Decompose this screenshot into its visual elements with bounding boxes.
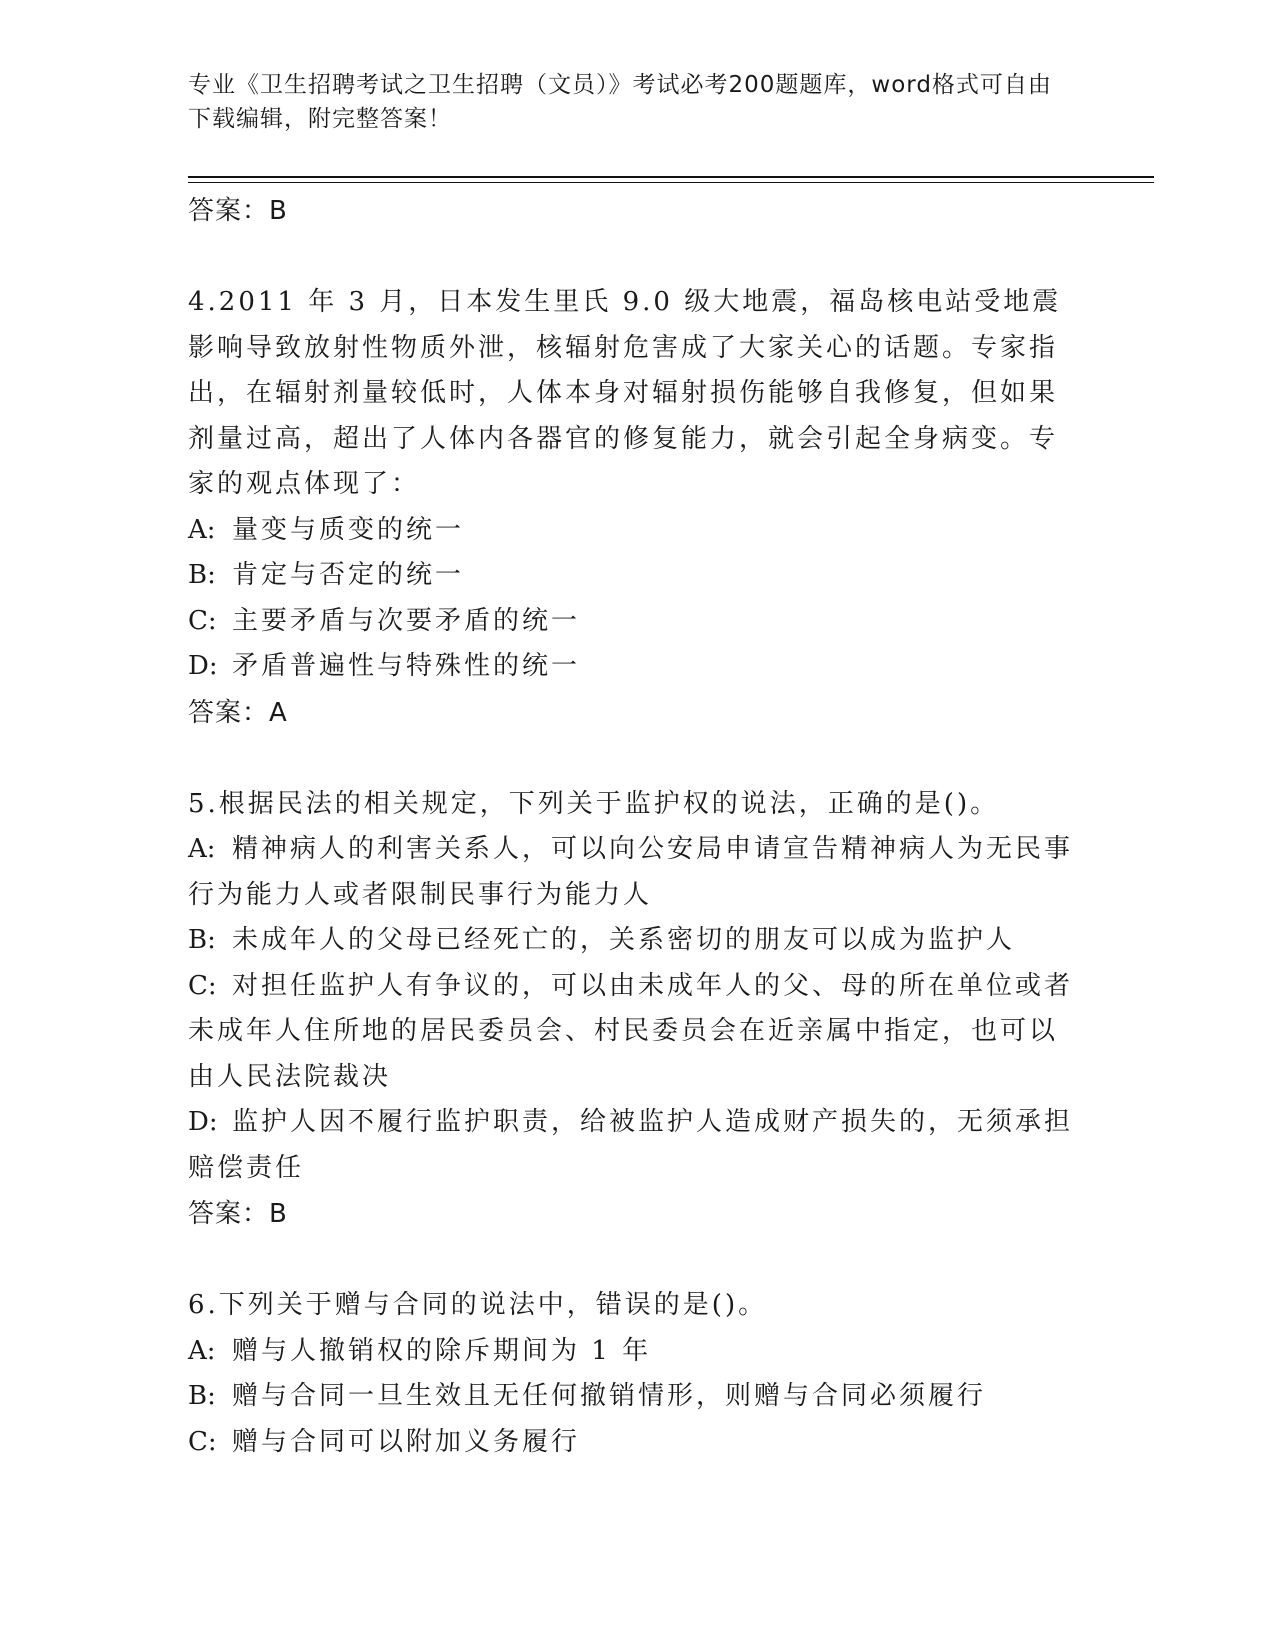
header-rule-thin [188,182,1154,183]
option-text: 量变与质变的统一 [232,514,465,545]
answer-line: 答案：B [188,196,288,226]
question-stem: 4.2011 年 3 月，日本发生里氏 9.0 级大地震，福岛核电站受地震影响导致放射性物质外泄，核辐射危害成了大家关心的话题。专家指出，在辐射剂量较低时，人体本身对辐射损伤能够自我修复，但如果剂量过高，超出了人体内各器官的修复能力，就会引起全身病变。专家的观点体现了： [188,287,1062,499]
option-key: A: [188,1335,216,1366]
option-a [188,508,1078,554]
option-key: B: [188,925,216,955]
option-key: D: [188,651,218,681]
spacer [188,736,1078,782]
option-b [188,553,1078,599]
option-text: 赠与合同一旦生效且无任何撤销情形，则赠与合同必须履行 [232,1381,987,1411]
option-text: 赠与人撤销权的除斥期间为 1 年 [232,1335,652,1366]
option-text: 肯定与否定的统一 [232,560,465,590]
option-text: 对担任监护人有争议的，可以由未成年人的父、母的所在单位或者未成年人住所地的居民委员会、村民委员会在近亲属中指定，也可以由人民法院裁决 [188,970,1074,1092]
option-text: 监护人因不履行监护职责，给被监护人造成财产损失的，无须承担赔偿责任 [188,1107,1074,1183]
option-text: 主要矛盾与次要矛盾的统一 [232,605,581,636]
option-key: B: [188,1381,216,1411]
option-key: C: [188,970,217,1001]
option-key: C: [188,1426,217,1457]
header-rule-thick [188,176,1154,178]
option-c [188,964,1078,1101]
spacer [188,1237,1078,1283]
option-b [188,1374,1078,1420]
option-c [188,1420,1078,1466]
option-text: 精神病人的利害关系人，可以向公安局申请宣告精神病人为无民事行为能力人或者限制民事行为能力人 [188,834,1074,910]
spacer [188,234,1078,280]
option-d [188,1100,1078,1191]
answer-line: 答案：B [188,1199,288,1229]
option-b [188,918,1078,964]
question-stem: 5.根据民法的相关规定，下列关于监护权的说法，正确的是()。 [188,788,1000,819]
option-text: 未成年人的父母已经死亡的，关系密切的朋友可以成为监护人 [232,925,1016,955]
document-body [188,188,1078,1465]
page-header: 专业《卫生招聘考试之卫生招聘（文员）》考试必考200题题库，word格式可自由下载编辑，附完整答案！ [188,72,1052,132]
option-key: C: [188,605,217,636]
option-key: A: [188,834,216,864]
answer-line: 答案：A [188,697,288,728]
option-d [188,644,1078,690]
option-a [188,1329,1078,1375]
option-key: B: [188,560,216,590]
question-5 [188,782,1078,1238]
option-key: A: [188,514,216,545]
option-text: 矛盾普遍性与特殊性的统一 [232,651,581,681]
option-text: 赠与合同可以附加义务履行 [232,1426,581,1457]
option-key: D: [188,1107,218,1137]
question-stem: 6.下列关于赠与合同的说法中，错误的是()。 [188,1290,768,1320]
option-a [188,827,1078,918]
option-c [188,599,1078,645]
question-6 [188,1283,1078,1465]
question-4 [188,280,1078,736]
